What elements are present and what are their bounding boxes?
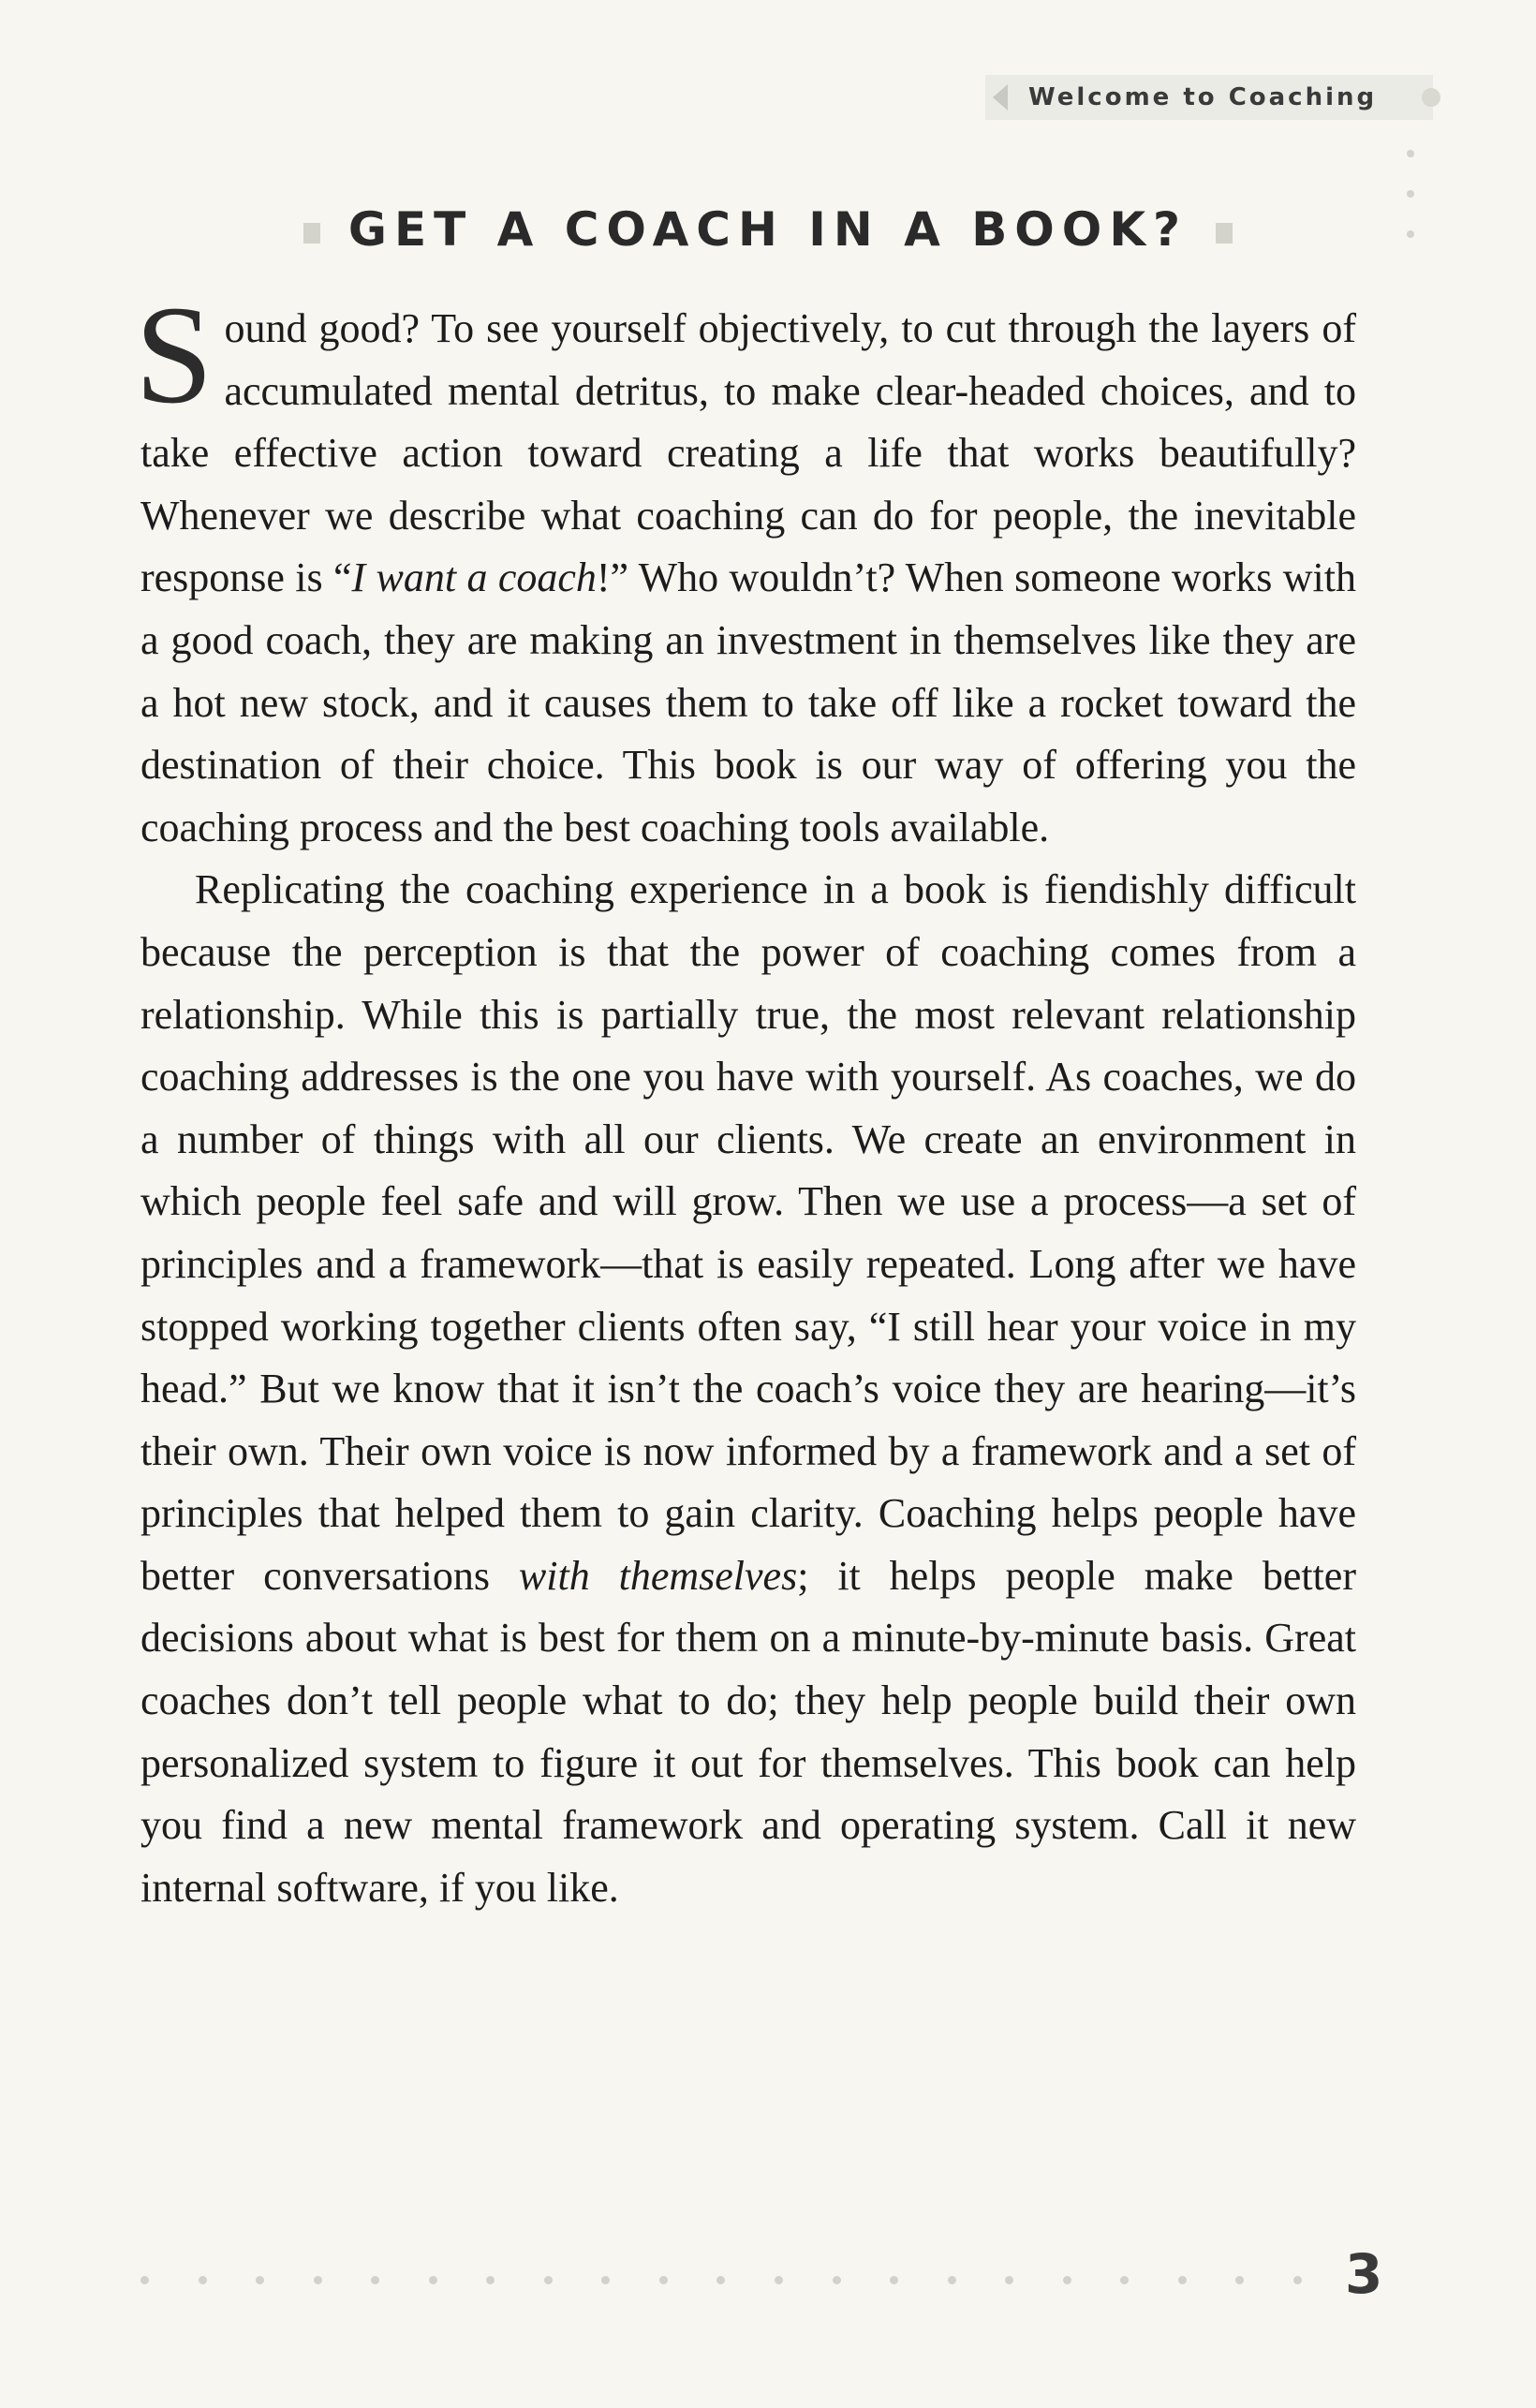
left-arrow-icon xyxy=(993,84,1008,111)
body-text xyxy=(135,277,1356,1919)
dot-icon xyxy=(371,2276,379,2284)
dot-icon xyxy=(1063,2276,1071,2284)
dot-icon xyxy=(486,2276,495,2284)
dot-icon xyxy=(659,2276,668,2284)
dot-icon xyxy=(1235,2276,1244,2284)
page-number: 3 xyxy=(1345,2242,1383,2306)
dot-icon xyxy=(775,2276,783,2284)
paragraph-2-italic: with themselves xyxy=(518,1552,798,1599)
dot-icon xyxy=(1293,2276,1302,2284)
heading-ornament-left-icon xyxy=(303,223,320,244)
paragraph-2-text-b: ; it helps people make better decisions about what is best for them on a minute-by-minute basis. Great coaches don’t tell people what to do; they help people build their own personalized system to figure it out for themselves. This book can help you find a new mental framework and operating system. Call it new internal software, if you like. xyxy=(140,1552,1356,1911)
paragraph-2 xyxy=(140,859,1356,1919)
footer-dots xyxy=(140,2276,1302,2284)
section-heading xyxy=(0,202,1536,257)
dot-icon xyxy=(1407,190,1414,198)
heading-ornament-right-icon xyxy=(1216,223,1233,244)
dot-icon xyxy=(601,2276,610,2284)
paragraph-2-text-a: Replicating the coaching experience in a book is fiendishly difficult because the perception is that the power of coaching comes from a relationship. While this is partially true, the most relevant relationship coaching addresses is the one you have with yourself. As coaches, we do a number of things with all our clients. We create an environment in which people feel safe and will grow. Then we use a process—a set of principles and a framework—that is easily repeated. Long after we have stopped working together clients often say, “I still hear your voice in my head.” But we know that it isn’t the coach’s voice they are hearing—it’s their own. Their own voice is now informed by a framework and a set of principles that helped them to gain clarity. Coaching helps people have better conversations xyxy=(140,866,1356,1599)
dot-icon xyxy=(256,2276,264,2284)
dot-icon xyxy=(314,2276,322,2284)
running-head-label: Welcome to Coaching xyxy=(1028,83,1378,111)
paragraph-1-text-a: ound good? To see yourself objectively, to cut through the layers of accumulated mental detritus, to make clear-headed choices, and to take effective action toward creating a life that works beautifully? Whenever we describe what coaching can do for people, the inevitable response is “ xyxy=(140,305,1356,601)
dot-icon xyxy=(140,2276,149,2284)
dot-icon xyxy=(199,2276,207,2284)
dot-icon xyxy=(716,2276,725,2284)
dot-icon xyxy=(948,2276,956,2284)
section-heading-text: GET A COACH IN A BOOK? xyxy=(347,202,1189,257)
paragraph-1-italic: I want a coach xyxy=(351,554,597,601)
dot-icon xyxy=(1407,150,1414,157)
dot-icon xyxy=(1178,2276,1187,2284)
dot-icon xyxy=(544,2276,553,2284)
paragraph-1-text-b: !” Who wouldn’t? When someone works with a good coach, they are making an investment in themselves like they are a hot new stock, and it causes them to take off like a rocket toward the destination of their choice. This book is our way of offering you the coaching process and the best coaching tools available. xyxy=(140,554,1356,850)
ornament-dot-icon xyxy=(1422,88,1440,107)
dot-icon xyxy=(1120,2276,1129,2284)
dot-icon xyxy=(429,2276,437,2284)
dot-icon xyxy=(833,2276,841,2284)
dot-icon xyxy=(1005,2276,1013,2284)
paragraph-1 xyxy=(135,277,1356,859)
dot-icon xyxy=(890,2276,898,2284)
drop-cap: S xyxy=(135,277,214,433)
running-head xyxy=(985,75,1433,120)
